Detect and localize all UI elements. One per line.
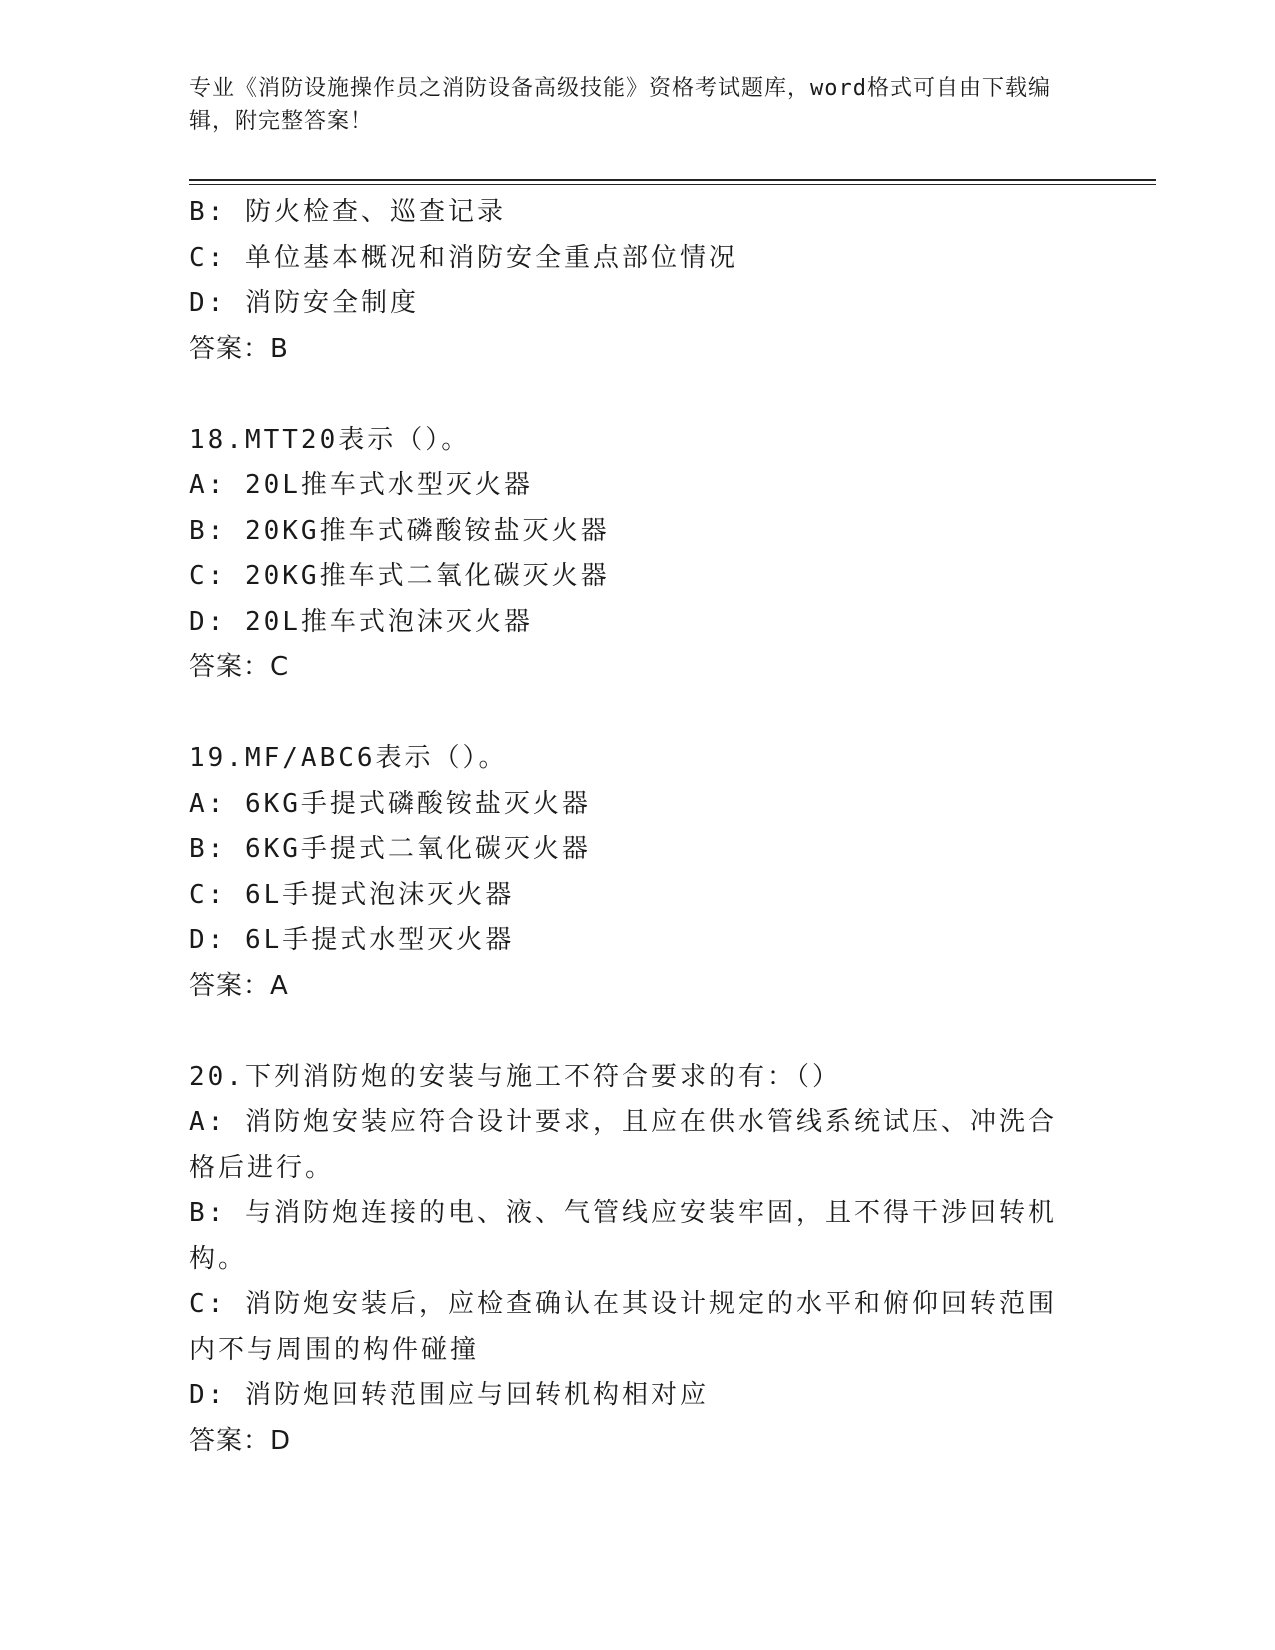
spacer — [189, 691, 1079, 737]
answer-line: 答案：B — [189, 333, 289, 364]
prev-question-block — [189, 190, 1079, 372]
option-c: C: 20KG推车式二氧化碳灭火器 — [189, 561, 610, 591]
option-d: D: 消防炮回转范围应与回转机构相对应 — [189, 1380, 709, 1410]
option-b: B: 20KG推车式磷酸铵盐灭火器 — [189, 515, 610, 546]
option-a: A: 20L推车式水型灭火器 — [189, 470, 533, 500]
option-b: B: 6KG手提式二氧化碳灭火器 — [189, 834, 591, 864]
option-a: A: 消防炮安装应符合设计要求，且应在供水管线系统试压、冲洗合格后进行。 — [189, 1107, 1057, 1183]
question-stem: 18.MTT20表示（）。 — [189, 424, 471, 455]
spacer — [189, 1009, 1079, 1055]
option-b: B: 与消防炮连接的电、液、气管线应安装牢固，且不得干涉回转机构。 — [189, 1198, 1057, 1274]
answer-line: 答案：C — [189, 652, 290, 682]
option-c: C: 6L手提式泡沫灭火器 — [189, 879, 515, 910]
option-d: D: 消防安全制度 — [189, 288, 419, 318]
option-c: C: 消防炮安装后，应检查确认在其设计规定的水平和俯仰回转范围内不与周围的构件碰撞 — [189, 1289, 1057, 1365]
option-d: D: 6L手提式水型灭火器 — [189, 925, 515, 955]
answer-line: 答案：D — [189, 1425, 292, 1456]
option-b: B: 防火检查、巡查记录 — [189, 197, 506, 227]
question-content — [189, 190, 1079, 1464]
question-19 — [189, 736, 1079, 1009]
question-stem: 19.MF/ABC6表示（）。 — [189, 743, 508, 773]
option-a: A: 6KG手提式磷酸铵盐灭火器 — [189, 788, 591, 819]
spacer — [189, 372, 1079, 418]
header-rule-thick — [189, 179, 1156, 181]
question-18 — [189, 418, 1079, 691]
question-20 — [189, 1055, 1079, 1465]
answer-line: 答案：A — [189, 970, 289, 1001]
option-c: C: 单位基本概况和消防安全重点部位情况 — [189, 242, 738, 273]
option-d: D: 20L推车式泡沫灭火器 — [189, 606, 533, 637]
question-stem: 20.下列消防炮的安装与施工不符合要求的有：（） — [189, 1061, 841, 1092]
document-header: 专业《消防设施操作员之消防设备高级技能》资格考试题库，word格式可自由下载编辑，附完整答案！ — [189, 76, 1051, 134]
header-rule-thin — [189, 184, 1156, 185]
